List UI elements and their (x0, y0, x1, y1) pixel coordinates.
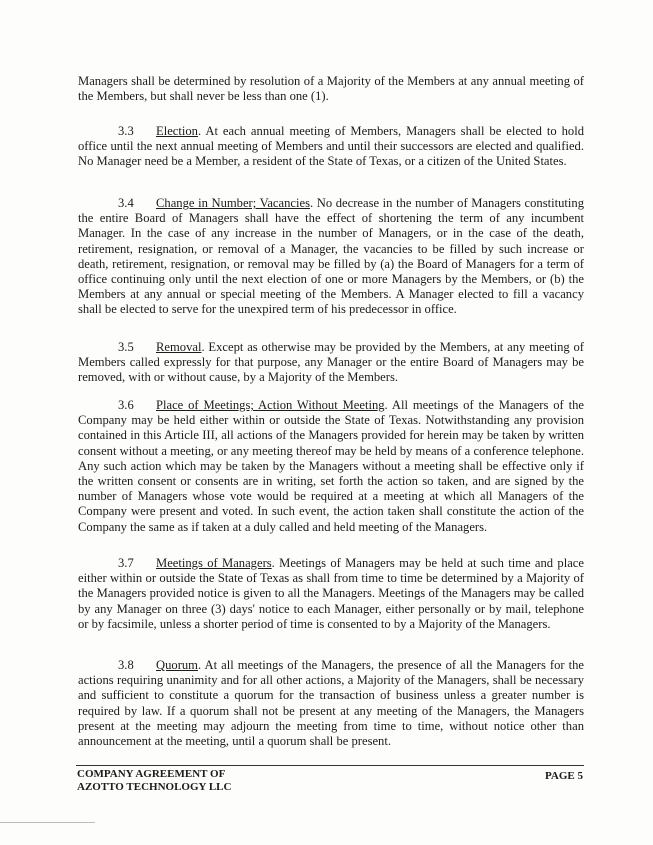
section-body: . At all meetings of the Managers, the presence of all the Managers for the actions requiring unanimity and for all other actions, a Majority of the Managers, shall be necessary and sufficient to constitute a quorum for the transaction of business unless a greater number is required by law. If a quorum shall not be present at any meeting of the Managers, the Managers present at the meeting may adjourn the meeting from time to time, without notice other than announcement at the meeting, until a quorum shall be present. (78, 658, 584, 749)
section-body: . All meetings of the Managers of the Company may be held either within or outside the State of Texas. Notwithstanding any provision contained in this Article III, all actions of the Managers provided for herein may be taken by written consent without a meeting, or any meeting thereof may be held by means of a conference telephone. Any such action which may be taken by the Managers without a meeting shall be effective only if the written consent or consents are in writing, set forth the action so taken, and are signed by the number of Managers whose vote would be required at a meeting at which all Managers of the Company were present and voted. In such event, the action taken shall constitute the action of the Company the same as if taken at a duly called and held meeting of the Managers. (78, 398, 585, 534)
section-heading: Place of Meetings; Action Without Meeting (156, 398, 385, 412)
footer-title (77, 768, 231, 794)
section-number: 3.6 (118, 398, 134, 412)
section-body: . No decrease in the number of Managers constituting the entire Board of Managers shall have the effect of shortening the term of any incumbent Manager. In the case of any increase in the number of Managers, or in the case of the death, retirement, resignation, or removal of a Manager, the vacancies to be filled by such increase or death, retirement, resignation, or removal may be filled by (a) the Board of Managers for a term of office continuing only until the next election of one or more Managers by the Members, or (b) the Members at any annual or special meeting of the Members. A Manager elected to fill a vacancy shall be elected to serve for the unexpired term of his predecessor in office. (78, 196, 584, 317)
page-number: PAGE 5 (545, 770, 583, 782)
scan-edge-line (0, 822, 95, 823)
section-body: . Except as otherwise may be provided by the Members, at any meeting of Members called expressly for that purpose, any Manager or the entire Board of Managers may be removed, with or without cause, by a Majority of the Members. (78, 340, 584, 385)
section-heading: Removal (156, 340, 202, 354)
section-number: 3.7 (118, 556, 134, 570)
section-number: 3.4 (118, 196, 134, 210)
footer-divider (76, 765, 584, 766)
intro-paragraph: Managers shall be determined by resolution of a Majority of the Members at any annual meeting of the Members, but shall never be less than one (1). (78, 74, 584, 104)
section-3-3 (78, 124, 584, 170)
footer-title-line1: COMPANY AGREEMENT OF (77, 768, 226, 780)
section-number: 3.3 (118, 124, 134, 138)
section-heading: Election (156, 124, 198, 138)
section-heading: Change in Number; Vacancies (156, 196, 310, 210)
section-body: . At each annual meeting of Members, Managers shall be elected to hold office until the next annual meeting of Members and until their successors are elected and qualified. No Manager need be a Member, a resident of the State of Texas, or a citizen of the United States. (78, 124, 584, 169)
section-3-4 (78, 196, 584, 318)
section-3-8 (78, 658, 584, 749)
section-body: . Meetings of Managers may be held at such time and place either within or outside the State of Texas as shall from time to time be determined by a Majority of the Managers provided notice is given to all the Managers. Meetings of the Managers may be called by any Manager on three (3) days' notice to each Manager, either personally or by mail, telephone or by facsimile, unless a shorter period of time is consented to by a Majority of the Managers. (78, 556, 584, 631)
section-3-5 (78, 340, 584, 386)
footer-title-line2: AZOTTO TECHNOLOGY LLC (77, 781, 232, 793)
section-3-6 (78, 398, 584, 535)
section-number: 3.5 (118, 340, 134, 354)
section-3-7 (78, 556, 584, 632)
section-heading: Meetings of Managers (156, 556, 272, 570)
section-number: 3.8 (118, 658, 134, 672)
section-heading: Quorum (156, 658, 198, 672)
